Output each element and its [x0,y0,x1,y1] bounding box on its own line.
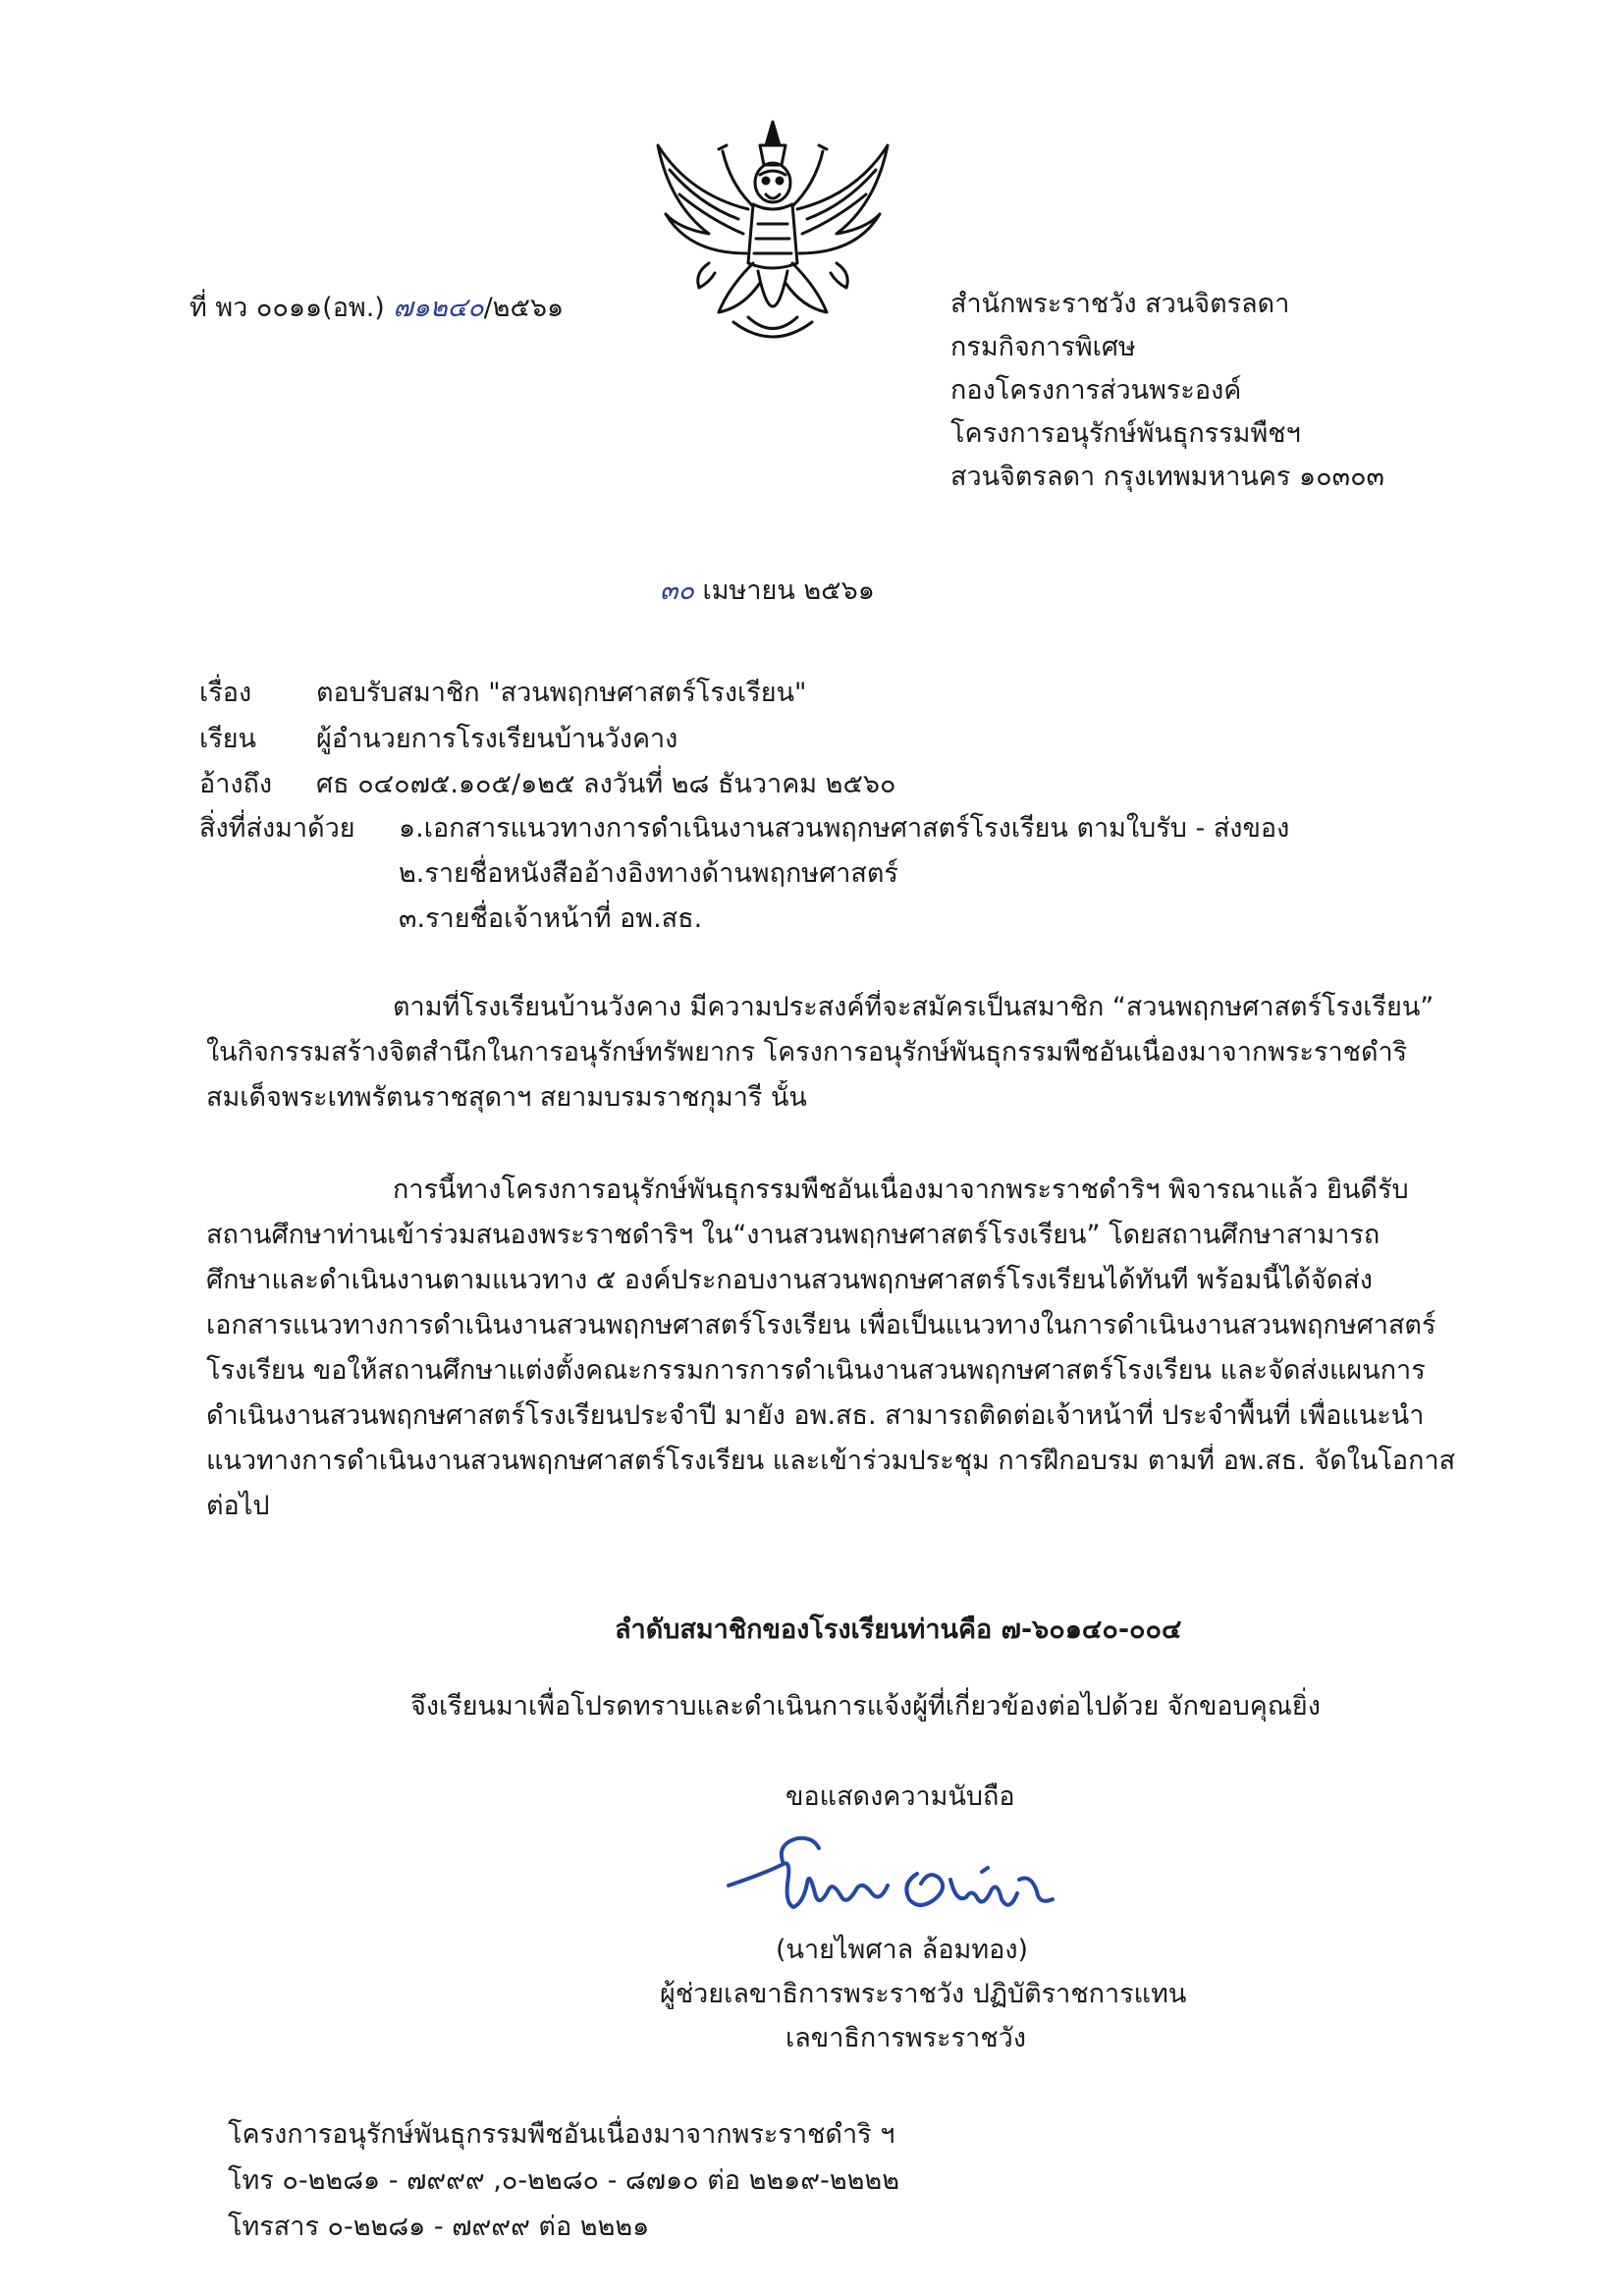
subject-label: เรื่อง [199,678,252,708]
sender-address-line: โครงการอนุรักษ์พันธุกรรมพืชฯ [950,418,1301,449]
garuda-emblem-icon [650,116,895,347]
paragraph-line: แนวทางการดำเนินงานสวนพฤกษศาสตร์โรงเรียน และเข้าร่วมประชุม การฝึกอบรม ตามที่ อพ.สธ. จัดในโอกาส [206,1446,1456,1476]
document-number [189,291,564,326]
body-paragraph-1 [206,990,1473,1125]
date-month-year: เมษายน ๒๕๖๑ [702,575,875,606]
document-number-prefix: ที่ พว ๐๐๑๑(อพ.) [189,293,385,323]
body-paragraph-2 [206,1173,1473,1534]
enclosure-label: สิ่งที่ส่งมาด้วย [199,813,355,844]
sender-address-line: กองโครงการส่วนพระองค์ [950,375,1242,406]
paragraph-line: ดำเนินงานสวนพฤกษศาสตร์โรงเรียนประจำปี มายัง อพ.สธ. สามารถติดต่อเจ้าหน้าที่ ประจำพื้นที่ เพื่อแนะนำ [206,1400,1425,1431]
paragraph-line: ในกิจกรรมสร้างจิตสำนึกในการอนุรักษ์ทรัพยากร โครงการอนุรักษ์พันธุกรรมพืชอันเนื่องมาจากพระราชดำริ [206,1037,1408,1067]
signer-name: (นายไพศาล ล้อมทอง) [776,1935,1029,1965]
paragraph-line: สถานศึกษาท่านเข้าร่วมสนองพระราชดำริฯ ใน“งานสวนพฤกษศาสตร์โรงเรียน” โดยสถานศึกษาสามารถ [206,1220,1380,1250]
document-number-suffix: /๒๕๖๑ [483,293,565,323]
handwritten-signature [725,1825,1058,1933]
paragraph-line: สมเด็จพระเทพรัตนราชสุดาฯ สยามบรมราชกุมารี นั้น [206,1082,807,1113]
sender-address [950,283,1384,499]
signer-position: ผู้ช่วยเลขาธิการพระราชวัง ปฏิบัติราชการแทน [660,1979,1187,2009]
enclosure-item: ๒.รายชื่อหนังสืออ้างอิงทางด้านพฤกษศาสตร์ [399,858,898,889]
document-number-handwritten: ๗๑๒๔๐ [393,293,484,323]
sender-address-line: สำนักพระราชวัง สวนจิตรลดา [950,289,1290,319]
paragraph-line: โรงเรียน ขอให้สถานศึกษาแต่งตั้งคณะกรรมการการดำเนินงานสวนพฤกษศาสตร์โรงเรียน และจัดส่งแผนการ [206,1355,1426,1386]
date-day-handwritten: ๓๐ [660,575,694,606]
subject-value: ตอบรับสมาชิก "สวนพฤกษศาสตร์โรงเรียน" [316,678,807,708]
reference-value: ศธ ๐๔๐๗๕.๑๐๕/๑๒๕ ลงวันที่ ๒๘ ธันวาคม ๒๕๖๐ [316,769,896,799]
member-number: ลำดับสมาชิกของโรงเรียนท่านคือ ๗-๖๐๑๔๐-๐๐๔ [615,1614,1182,1645]
footer-organization: โครงการอนุรักษ์พันธุกรรมพืชอันเนื่องมาจากพระราชดำริ ฯ [228,2119,895,2150]
paragraph-line: การนี้ทางโครงการอนุรักษ์พันธุกรรมพืชอันเนื่องมาจากพระราชดำริฯ พิจารณาแล้ว ยินดีรับ [393,1175,1409,1205]
paragraph-line: ศึกษาและดำเนินงานตามแนวทาง ๕ องค์ประกอบงานสวนพฤกษศาสตร์โรงเรียนได้ทันที พร้อมนี้ได้จัดส่ง [206,1265,1373,1295]
to-value: ผู้อำนวยการโรงเรียนบ้านวังคาง [316,724,678,754]
enclosure-list [399,811,1289,947]
footer-phone: โทร ๐-๒๒๘๑ - ๗๙๙๙ ,๐-๒๒๘๐ - ๘๗๑๐ ต่อ ๒๒๑๙-๒๒๒๒ [228,2165,900,2196]
signer-position-2: เลขาธิการพระราชวัง [785,2023,1027,2053]
closing-request: จึงเรียนมาเพื่อโปรดทราบและดำเนินการแจ้งผู้ที่เกี่ยวข้องต่อไปด้วย จักขอบคุณยิ่ง [410,1691,1321,1722]
paragraph-line: เอกสารแนวทางการดำเนินงานสวนพฤกษศาสตร์โรงเรียน เพื่อเป็นแนวทางในการดำเนินงานสวนพฤกษศาสตร์ [206,1310,1436,1340]
enclosure-item: ๓.รายชื่อเจ้าหน้าที่ อพ.สธ. [399,903,703,934]
enclosure-item: ๑.เอกสารแนวทางการดำเนินงานสวนพฤกษศาสตร์โรงเรียน ตามใบรับ - ส่งของ [399,813,1290,844]
sender-address-line: กรมกิจการพิเศษ [950,332,1136,362]
to-label: เรียน [199,724,257,754]
regards: ขอแสดงความนับถือ [785,1781,1015,1812]
document-date [660,574,875,609]
paragraph-line: ตามที่โรงเรียนบ้านวังคาง มีความประสงค์ที่จะสมัครเป็นสมาชิก “สวนพฤกษศาสตร์โรงเรียน” [393,992,1435,1022]
sender-address-line: สวนจิตรลดา กรุงเทพมหานคร ๑๐๓๐๓ [950,462,1385,492]
reference-label: อ้างถึง [199,769,273,799]
paragraph-line: ต่อไป [206,1491,270,1521]
footer-fax: โทรสาร ๐-๒๒๘๑ - ๗๙๙๙ ต่อ ๒๒๒๑ [228,2212,650,2242]
